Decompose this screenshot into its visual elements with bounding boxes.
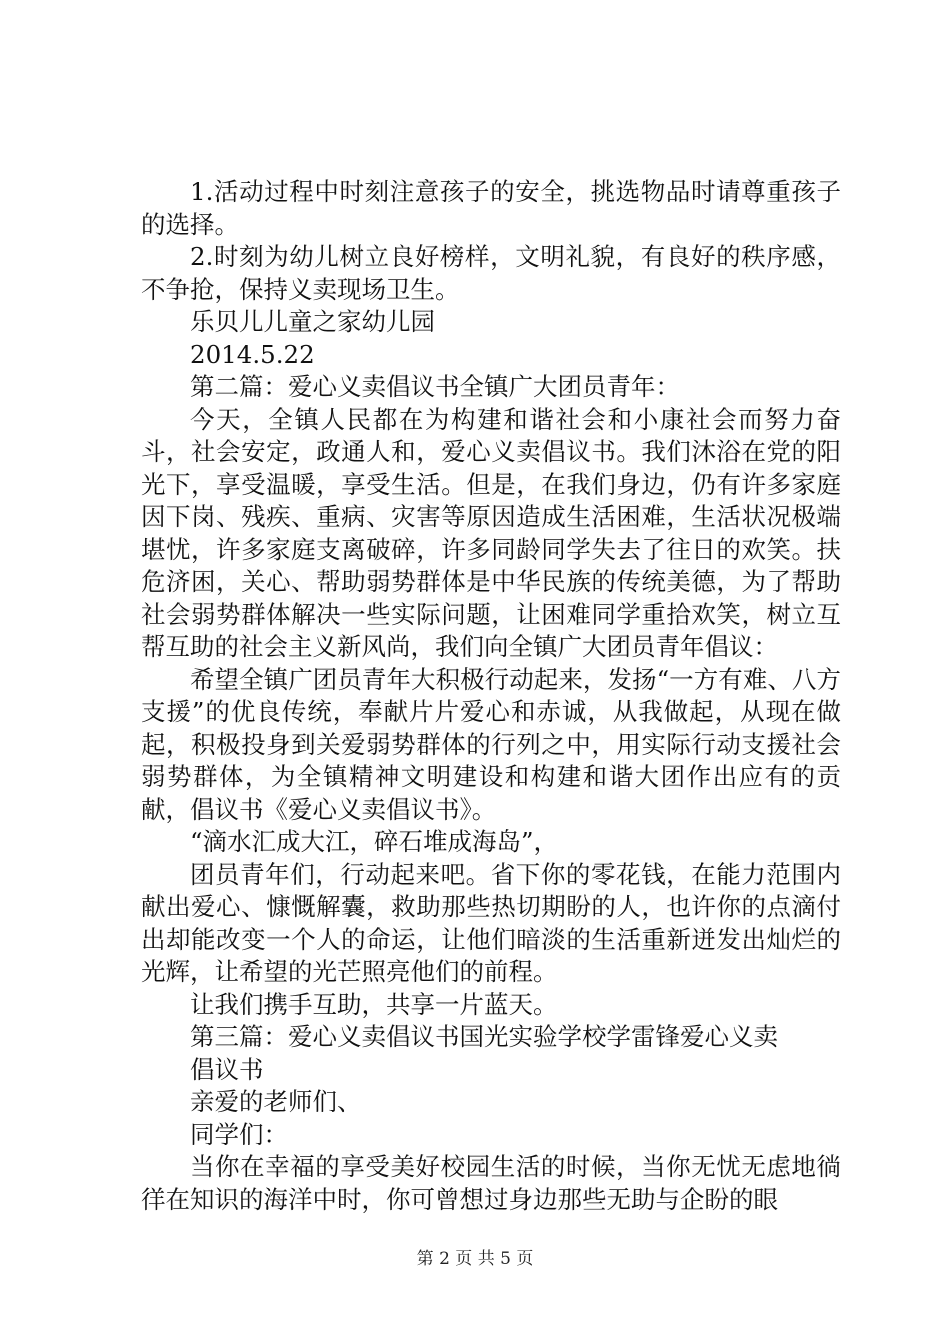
signature-date: 2014.5.22 xyxy=(190,339,315,369)
page-number-footer: 第 2 页 共 5 页 xyxy=(416,1249,534,1269)
section-heading-3: 第三篇：爱心义卖倡议书国光实验学校学雷锋爱心义卖 xyxy=(190,1022,778,1051)
paragraph-safety-note: 1.活动过程中时刻注意孩子的安全，挑选物品时请尊重孩子的选择。 xyxy=(141,177,841,239)
salutation-teachers: 亲爱的老师们、 xyxy=(190,1087,362,1116)
paragraph-closing: 让我们携手互助，共享一片蓝天。 xyxy=(190,989,558,1019)
section-heading-2: 第二篇：爱心义卖倡议书全镇广大团员青年： xyxy=(190,372,680,401)
paragraph-youth-appeal: 团员青年们，行动起来吧。省下你的零花钱，在能力范围内献出爱心、慷慨解囊，救助那些热切期盼的人，也许你的点滴付出却能改变一个人的命运，让他们暗淡的生活重新迸发出灿烂的光辉，让希望的光芒照亮他们的前程。 xyxy=(141,859,841,986)
paragraph-call-to-action: 希望全镇广团员青年大积极行动起来，发扬“一方有难、八方支援”的优良传统，奉献片片爱心和赤诚，从我做起，从现在做起，积极投身到关爱弱势群体的行列之中，用实际行动支援社会弱势群体，为全镇精神文明建设和构建和谐大团作出应有的贡献，倡议书《爱心义卖倡议书》。 xyxy=(141,664,841,824)
paragraph-town-intro: 今天，全镇人民都在为构建和谐社会和小康社会而努力奋斗，社会安定，政通人和，爱心义卖倡议书。我们沐浴在党的阳光下，享受温暖，享受生活。但是，在我们身边，仍有许多家庭因下岗、残疾、重病、灾害等原因造成生活困难，生活状况极端堪忧，许多家庭支离破碎，许多同龄同学失去了往日的欢笑。扶危济困，关心、帮助弱势群体是中华民族的传统美德，为了帮助社会弱势群体解决一些实际问题，让困难同学重拾欢笑，树立互帮互助的社会主义新风尚，我们向全镇广大团员青年倡议： xyxy=(141,404,841,661)
document-body xyxy=(141,176,841,1216)
paragraph-school-intro: 当你在幸福的享受美好校园生活的时候，当你无忧无虑地徜徉在知识的海洋中时，你可曾想过身边那些无助与企盼的眼 xyxy=(141,1152,841,1214)
signature-kindergarten: 乐贝儿儿童之家幼儿园 xyxy=(190,307,435,336)
salutation-students: 同学们： xyxy=(190,1119,288,1149)
section-heading-3-cont: 倡议书 xyxy=(190,1054,264,1084)
paragraph-quote: “滴水汇成大江，碎石堆成海岛”， xyxy=(190,827,559,856)
paragraph-role-model-note: 2.时刻为幼儿树立良好榜样，文明礼貌，有良好的秩序感，不争抢，保持义卖现场卫生。 xyxy=(141,242,841,304)
